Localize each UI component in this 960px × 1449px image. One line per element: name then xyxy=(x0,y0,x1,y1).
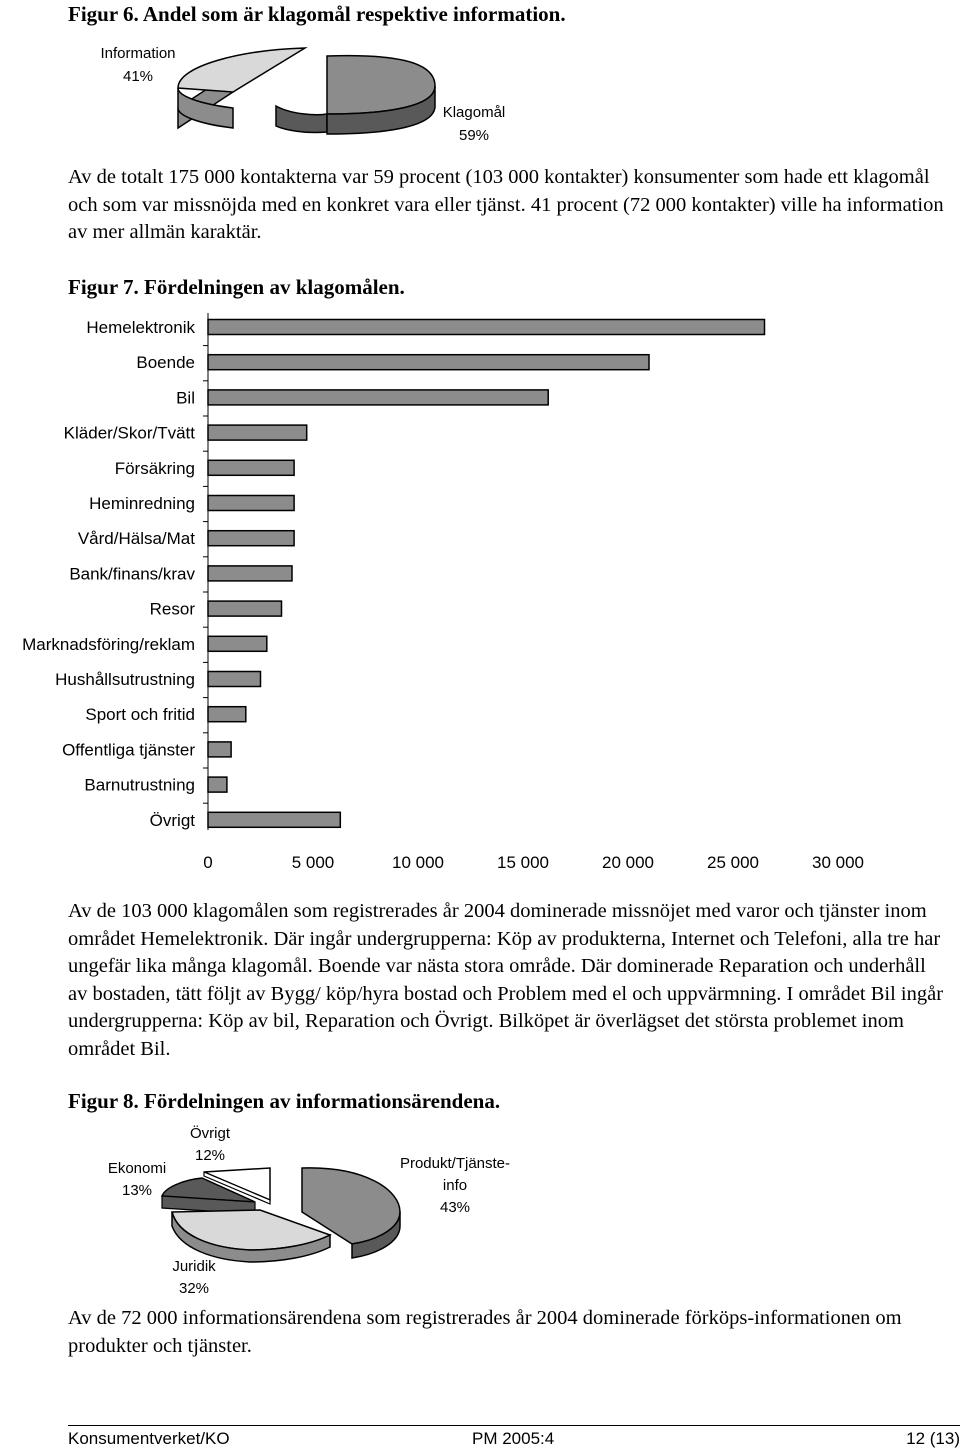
pie-label-juridik: Juridik 32% xyxy=(172,1258,216,1297)
pie-slice-juridik xyxy=(172,1210,330,1262)
bar xyxy=(208,812,340,827)
bar-group xyxy=(150,811,341,830)
bar-group xyxy=(84,776,226,804)
x-tick-label: 5 000 xyxy=(291,853,335,872)
pie-label-information: Information 41% xyxy=(100,45,176,85)
pie-slice-klagomal xyxy=(276,56,435,134)
bar xyxy=(208,672,261,687)
bar-group xyxy=(22,635,267,663)
bar-group xyxy=(89,494,294,522)
bar xyxy=(208,601,282,616)
x-tick-label: 10 000 xyxy=(392,853,444,872)
footer-rule xyxy=(68,1425,960,1426)
category-label: Kläder/Skor/Tvätt xyxy=(63,423,195,443)
category-label: Bank/finans/krav xyxy=(69,564,195,584)
bar xyxy=(208,425,307,440)
pie-label-klagomal: Klagomål 59% xyxy=(442,104,506,144)
bar xyxy=(208,496,294,511)
footer-center: PM 2005:4 xyxy=(472,1429,555,1448)
bar xyxy=(208,390,548,405)
bar-group xyxy=(69,564,292,592)
category-label: Hushållsutrustning xyxy=(55,670,195,689)
category-label: Bil xyxy=(176,388,195,408)
bar xyxy=(208,636,267,651)
paragraph-1: Av de totalt 175 000 kontakterna var 59 procent (103 000 kontakter) konsumenter som hade ett klagomål och som var missnöjda med en konkret vara eller tjänst. 41 procent (72 000 kontakter) ville ha information av mer allmän karaktär. xyxy=(68,166,944,243)
category-label: Övrigt xyxy=(149,810,195,830)
figure-7-title: Figur 7. Fördelningen av klagomålen. xyxy=(68,275,405,299)
category-label: Försäkring xyxy=(114,458,195,478)
footer-right: 12 (13) xyxy=(906,1429,960,1448)
bar xyxy=(208,320,765,335)
bar-group xyxy=(150,600,282,628)
bar-group xyxy=(176,388,548,416)
bar-group xyxy=(115,459,294,487)
category-label: Marknadsföring/reklam xyxy=(22,634,195,654)
x-tick-label: 15 000 xyxy=(497,853,549,872)
paragraph-2: Av de 103 000 klagomålen som registrerades år 2004 dominerade missnöjet med varor och tjänster inom området Hemelektronik. Där ingår undergrupperna: Köp av produkterna, Internet och Telefoni, alla tre har ungefär lika många klagomål. Boende var nästa stora område. Där dominerade Reparation och underhåll av bostaden, tätt följt av Bygg/ köp/hyra bostad och Problem med el och uppvärmning. I området Bil ingår undergrupperna: Köp av bil, Reparation och Övrigt. Bilköpet är överlägset det största problemet inom området Bil. xyxy=(68,900,944,1060)
bar xyxy=(208,777,227,792)
pie-label-produkt-info: Produkt/Tjänste- info 43% xyxy=(399,1155,511,1216)
x-tick-label: 0 xyxy=(203,853,213,872)
bar-group xyxy=(136,353,649,381)
paragraph-3: Av de 72 000 informationsärendena som registrerades år 2004 dominerade förköps-informationen om produkter och tjänster. xyxy=(68,1307,902,1357)
bar xyxy=(208,707,246,722)
category-label: Resor xyxy=(149,599,195,619)
bar-group xyxy=(78,529,294,557)
x-tick-label: 20 000 xyxy=(602,853,654,872)
bar-group xyxy=(55,670,260,698)
pie-label-ekonomi: Ekonomi 13% xyxy=(107,1160,167,1199)
x-tick-label: 25 000 xyxy=(707,853,759,872)
figure-7-bar-chart xyxy=(0,305,960,885)
pie-label-ovrigt: Övrigt 12% xyxy=(189,1125,230,1164)
category-label: Barnutrustning xyxy=(84,775,195,795)
bar-group xyxy=(85,705,245,733)
category-label: Sport och fritid xyxy=(85,705,195,725)
x-tick-label: 30 000 xyxy=(812,853,864,872)
category-label: Heminredning xyxy=(89,494,195,513)
bar-group xyxy=(64,424,307,452)
footer-left: Konsumentverket/KO xyxy=(68,1429,230,1448)
category-label: Vård/Hälsa/Mat xyxy=(77,529,195,549)
bar xyxy=(208,531,294,546)
category-label: Offentliga tjänster xyxy=(62,740,195,760)
bar-group xyxy=(86,318,764,346)
category-label: Boende xyxy=(136,353,195,373)
bar xyxy=(208,566,292,581)
figure-6-title: Figur 6. Andel som är klagomål respektive information. xyxy=(68,2,566,26)
bar xyxy=(208,460,294,475)
category-label: Hemelektronik xyxy=(86,318,195,337)
figure-8-title: Figur 8. Fördelningen av informationsärendena. xyxy=(68,1089,501,1113)
bar xyxy=(208,355,649,370)
bar xyxy=(208,742,231,757)
bar-group xyxy=(62,740,231,768)
